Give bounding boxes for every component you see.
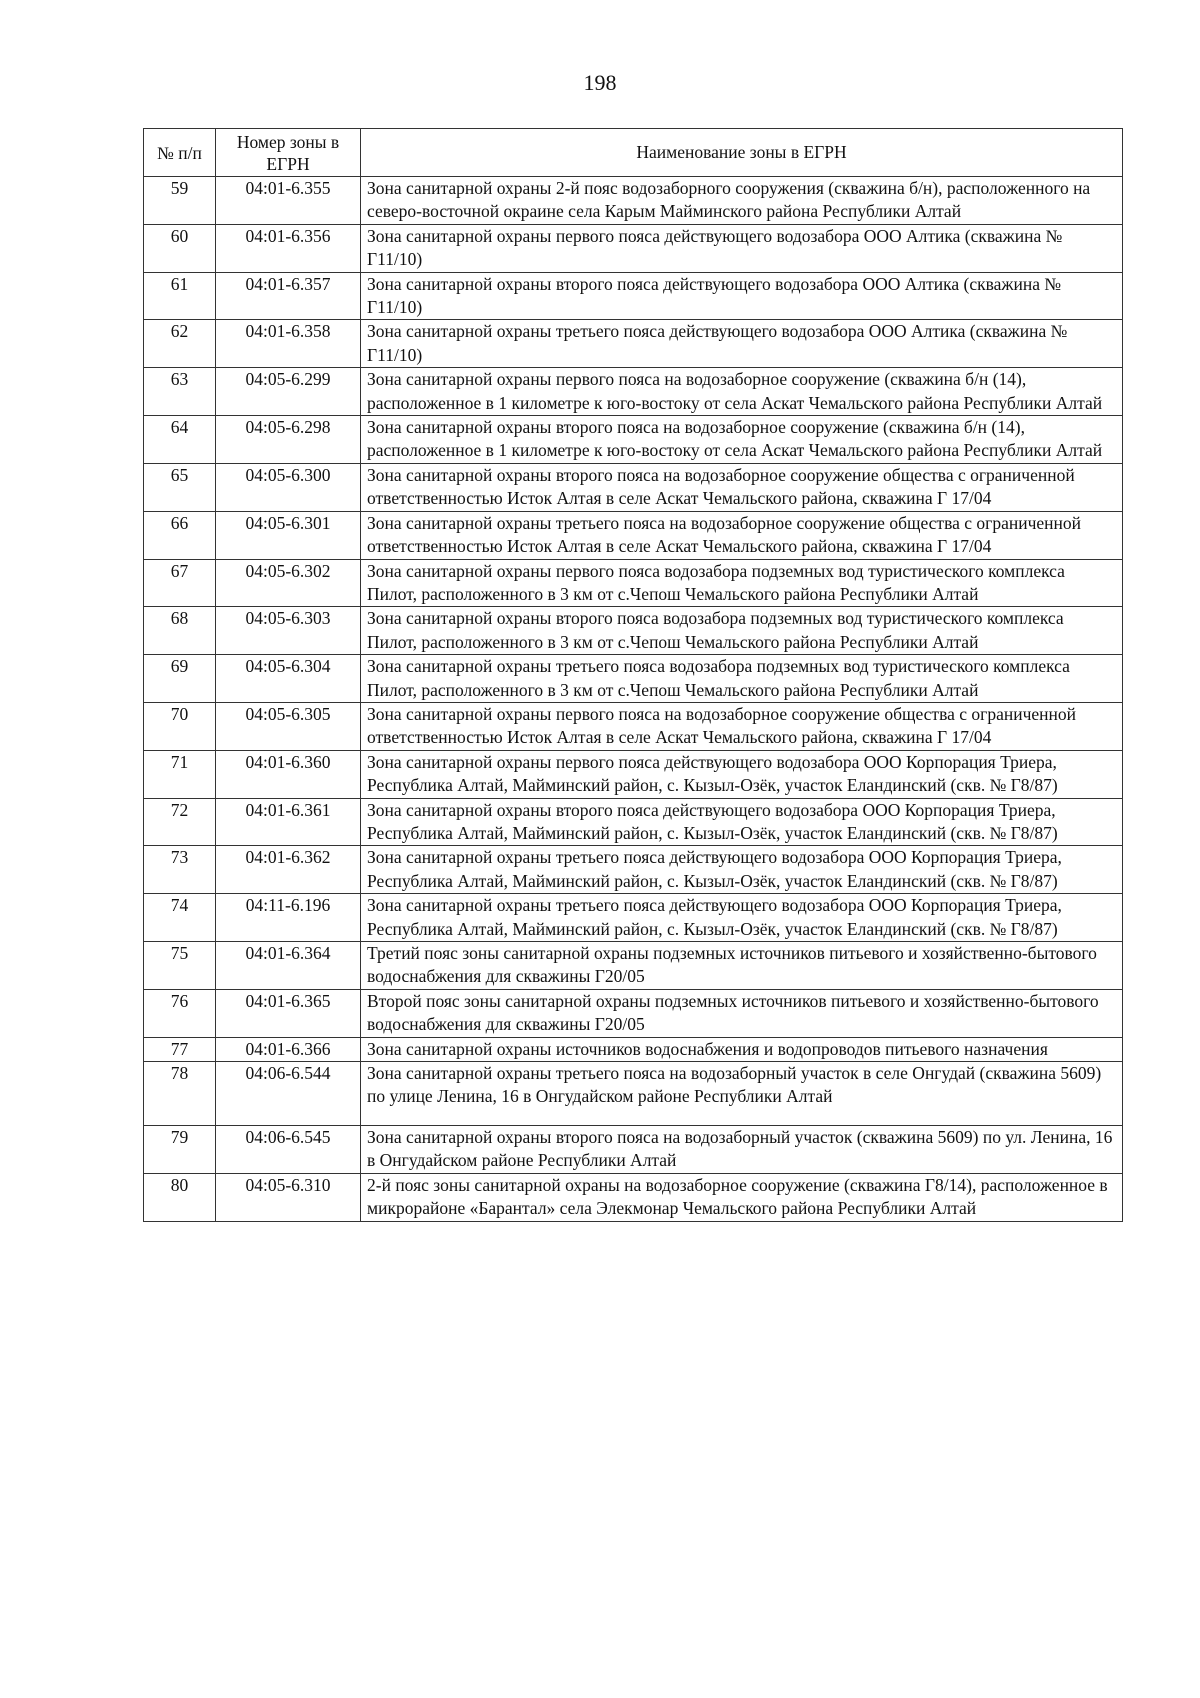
row-zone-code: 04:01-6.356 (216, 224, 361, 272)
row-zone-code: 04:06-6.544 (216, 1062, 361, 1126)
row-zone-code: 04:05-6.303 (216, 607, 361, 655)
row-number: 70 (144, 702, 216, 750)
row-zone-name: Зона санитарной охраны 2-й пояс водозаборного сооружения (скважина б/н), расположенного на северо-восточной окраине села Карым Майминского района Республики Алтай (361, 177, 1123, 225)
row-zone-name: Зона санитарной охраны источников водоснабжения и водопроводов питьевого назначения (361, 1037, 1123, 1061)
row-number: 79 (144, 1126, 216, 1174)
table-row (144, 368, 1123, 416)
row-zone-name: Зона санитарной охраны второго пояса на водозаборное сооружение общества с ограниченной ответственностью Исток Алтая в селе Аскат Чемальского района, скважина Г 17/04 (361, 463, 1123, 511)
row-number: 59 (144, 177, 216, 225)
table-row (144, 1062, 1123, 1126)
table-row (144, 607, 1123, 655)
table-body (144, 177, 1123, 1222)
table-header (144, 129, 1123, 177)
row-zone-code: 04:06-6.545 (216, 1126, 361, 1174)
row-number: 76 (144, 989, 216, 1037)
header-row (144, 129, 1123, 177)
row-number: 67 (144, 559, 216, 607)
table-row (144, 750, 1123, 798)
row-number: 72 (144, 798, 216, 846)
row-number: 64 (144, 416, 216, 464)
row-zone-code: 04:05-6.298 (216, 416, 361, 464)
row-zone-name: Зона санитарной охраны третьего пояса на водозаборное сооружение общества с ограниченной ответственностью Исток Алтая в селе Аскат Чемальского района, скважина Г 17/04 (361, 511, 1123, 559)
row-zone-name: Зона санитарной охраны второго пояса действующего водозабора ООО Корпорация Триера, Республика Алтай, Майминский район, с. Кызыл-Озёк, участок Еландинский (скв. № Г8/87) (361, 798, 1123, 846)
row-number: 74 (144, 894, 216, 942)
row-zone-code: 04:05-6.302 (216, 559, 361, 607)
row-zone-name: Зона санитарной охраны второго пояса действующего водозабора ООО Алтика (скважина № Г11/10) (361, 272, 1123, 320)
row-zone-code: 04:05-6.304 (216, 655, 361, 703)
row-zone-code: 04:05-6.310 (216, 1173, 361, 1221)
row-number: 60 (144, 224, 216, 272)
row-number: 80 (144, 1173, 216, 1221)
row-number: 65 (144, 463, 216, 511)
row-zone-code: 04:01-6.360 (216, 750, 361, 798)
header-zone-code: Номер зоны в ЕГРН (216, 129, 361, 177)
row-zone-name: Зона санитарной охраны третьего пояса действующего водозабора ООО Корпорация Триера, Республика Алтай, Майминский район, с. Кызыл-Озёк, участок Еландинский (скв. № Г8/87) (361, 846, 1123, 894)
row-number: 75 (144, 942, 216, 990)
row-zone-name: Зона санитарной охраны третьего пояса на водозаборный участок в селе Онгудай (скважина 5609) по улице Ленина, 16 в Онгудайском районе Республики Алтай (361, 1062, 1123, 1126)
row-zone-name: Второй пояс зоны санитарной охраны подземных источников питьевого и хозяйственно-бытового водоснабжения для скважины Г20/05 (361, 989, 1123, 1037)
table-row (144, 1037, 1123, 1061)
row-number: 68 (144, 607, 216, 655)
table-row (144, 1126, 1123, 1174)
row-zone-name: Зона санитарной охраны третьего пояса действующего водозабора ООО Алтика (скважина № Г11/10) (361, 320, 1123, 368)
row-number: 71 (144, 750, 216, 798)
row-zone-name: Зона санитарной охраны первого пояса действующего водозабора ООО Корпорация Триера, Республика Алтай, Майминский район, с. Кызыл-Озёк, участок Еландинский (скв. № Г8/87) (361, 750, 1123, 798)
row-zone-code: 04:11-6.196 (216, 894, 361, 942)
row-zone-code: 04:05-6.299 (216, 368, 361, 416)
row-zone-code: 04:05-6.305 (216, 702, 361, 750)
row-number: 73 (144, 846, 216, 894)
row-number: 69 (144, 655, 216, 703)
row-zone-name: Зона санитарной охраны второго пояса водозабора подземных вод туристического комплекса Пилот, расположенного в 3 км от с.Чепош Чемальского района Республики Алтай (361, 607, 1123, 655)
row-zone-code: 04:01-6.365 (216, 989, 361, 1037)
row-zone-name: Зона санитарной охраны второго пояса на водозаборный участок (скважина 5609) по ул. Ленина, 16 в Онгудайском районе Республики Алтай (361, 1126, 1123, 1174)
table-row (144, 942, 1123, 990)
table-row (144, 272, 1123, 320)
row-zone-code: 04:01-6.355 (216, 177, 361, 225)
table-row (144, 894, 1123, 942)
table-row (144, 989, 1123, 1037)
row-number: 63 (144, 368, 216, 416)
row-zone-name: Зона санитарной охраны первого пояса на водозаборное сооружение (скважина б/н (14), расположенное в 1 километре к юго-востоку от села Аскат Чемальского района Республики Алтай (361, 368, 1123, 416)
row-zone-code: 04:01-6.358 (216, 320, 361, 368)
table-row (144, 846, 1123, 894)
zones-table (143, 128, 1123, 1222)
row-zone-name: Третий пояс зоны санитарной охраны подземных источников питьевого и хозяйственно-бытового водоснабжения для скважины Г20/05 (361, 942, 1123, 990)
row-zone-name: 2-й пояс зоны санитарной охраны на водозаборное сооружение (скважина Г8/14), расположенное в микрорайоне «Барантал» села Элекмонар Чемальского района Республики Алтай (361, 1173, 1123, 1221)
row-zone-code: 04:05-6.300 (216, 463, 361, 511)
table-row (144, 1173, 1123, 1221)
table-row (144, 224, 1123, 272)
row-zone-name: Зона санитарной охраны первого пояса действующего водозабора ООО Алтика (скважина № Г11/10) (361, 224, 1123, 272)
page-number: 198 (583, 70, 617, 95)
table-row (144, 416, 1123, 464)
table-row (144, 702, 1123, 750)
row-number: 62 (144, 320, 216, 368)
row-number: 78 (144, 1062, 216, 1126)
row-zone-code: 04:01-6.366 (216, 1037, 361, 1061)
row-zone-name: Зона санитарной охраны первого пояса на водозаборное сооружение общества с ограниченной ответственностью Исток Алтая в селе Аскат Чемальского района, скважина Г 17/04 (361, 702, 1123, 750)
table-row (144, 798, 1123, 846)
row-number: 66 (144, 511, 216, 559)
row-zone-name: Зона санитарной охраны второго пояса на водозаборное сооружение (скважина б/н (14), расположенное в 1 километре к юго-востоку от села Аскат Чемальского района Республики Алтай (361, 416, 1123, 464)
row-zone-name: Зона санитарной охраны третьего пояса водозабора подземных вод туристического комплекса Пилот, расположенного в 3 км от с.Чепош Чемальского района Республики Алтай (361, 655, 1123, 703)
header-number: № п/п (144, 129, 216, 177)
row-zone-code: 04:01-6.361 (216, 798, 361, 846)
row-zone-code: 04:01-6.362 (216, 846, 361, 894)
header-zone-name: Наименование зоны в ЕГРН (361, 129, 1123, 177)
table-row (144, 320, 1123, 368)
row-zone-code: 04:05-6.301 (216, 511, 361, 559)
table-row (144, 559, 1123, 607)
table-row (144, 177, 1123, 225)
row-zone-code: 04:01-6.357 (216, 272, 361, 320)
row-zone-name: Зона санитарной охраны третьего пояса действующего водозабора ООО Корпорация Триера, Республика Алтай, Майминский район, с. Кызыл-Озёк, участок Еландинский (скв. № Г8/87) (361, 894, 1123, 942)
table-row (144, 463, 1123, 511)
row-zone-code: 04:01-6.364 (216, 942, 361, 990)
row-number: 77 (144, 1037, 216, 1061)
row-number: 61 (144, 272, 216, 320)
row-zone-name: Зона санитарной охраны первого пояса водозабора подземных вод туристического комплекса Пилот, расположенного в 3 км от с.Чепош Чемальского района Республики Алтай (361, 559, 1123, 607)
table-row (144, 655, 1123, 703)
table-row (144, 511, 1123, 559)
